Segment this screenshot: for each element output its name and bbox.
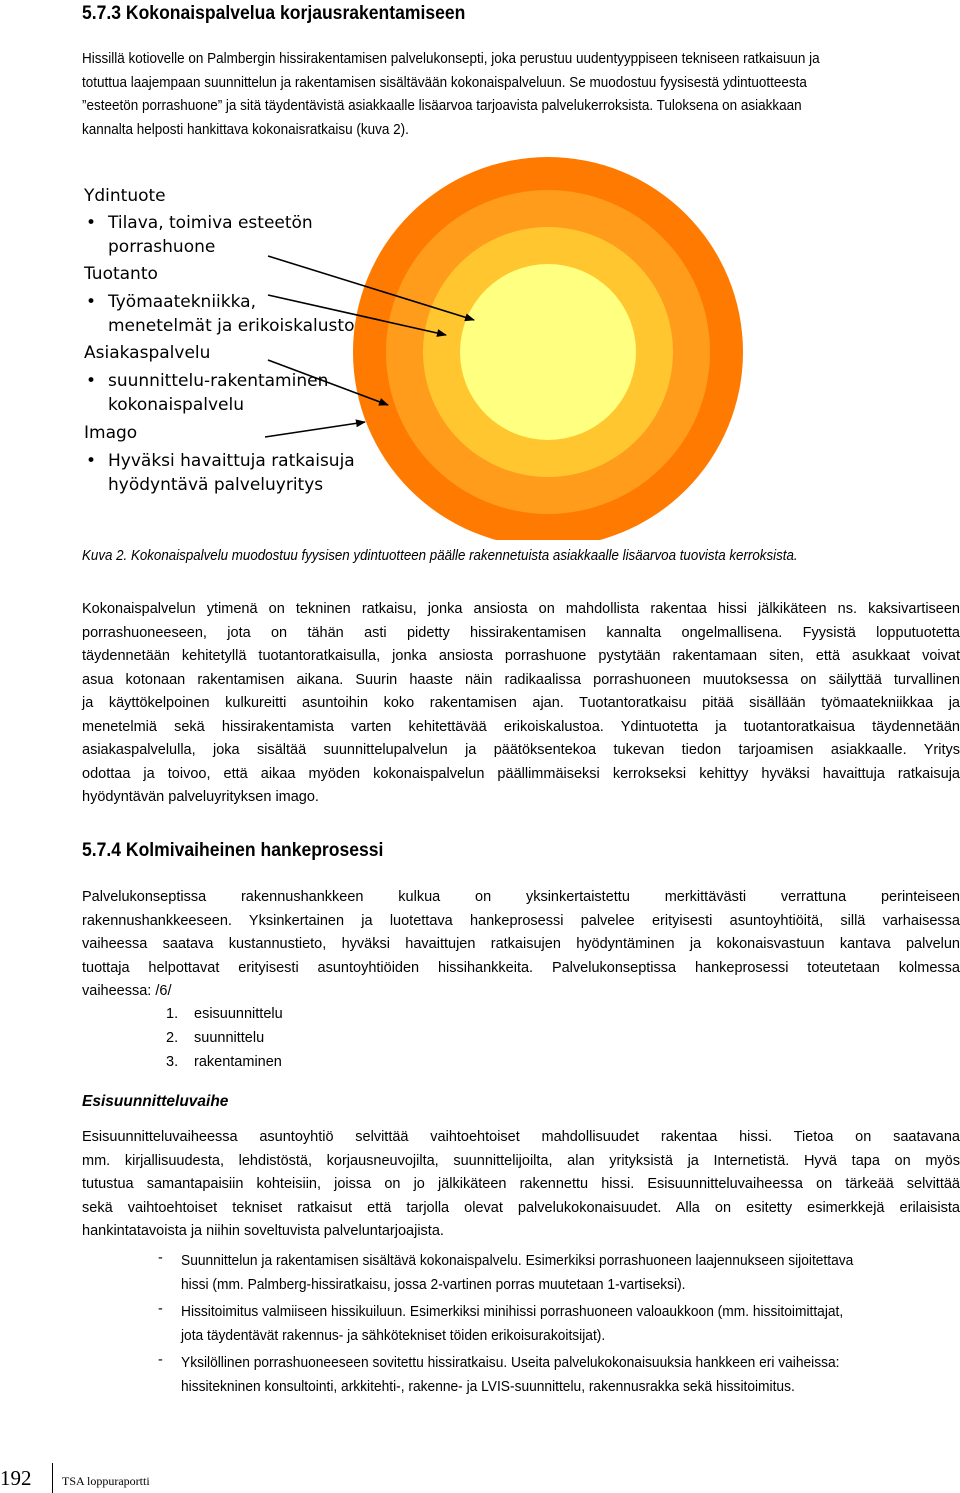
phase-number: 3.	[166, 1054, 179, 1070]
text-line: mm. kirjallisuudesta, lehdistöstä, korjausneuvojilta, suunnittelijoilta, alan yrityksistä ja Internetistä. Hyvä tapa on myös	[82, 1152, 960, 1169]
label-ydintuote-line1: Tilava, toimiva esteetön	[108, 213, 313, 233]
dash-marker: -	[158, 1250, 163, 1266]
text-line: Hissitoimitus valmiiseen hissikuiluun. Esimerkiksi minihissi porrashuoneen valoaukkoon (mm. hissitoimittajat,	[181, 1304, 844, 1320]
text-line: vaiheessa saatava kustannustieto, hyväksi havaittujen ratkaisujen hyödyntäminen ja kokonaisvastuun kantava palvelun	[82, 936, 960, 952]
footer-divider	[52, 1463, 53, 1493]
figure-caption: Kuva 2. Kokonaispalvelu muodostuu fyysisen ydintuotteen päälle rakennetuista asiakkaalle lisäarvoa tuovista kerroksista.	[82, 548, 798, 564]
text-line: asiakaspalvelulla, joka sisältää suunnittelupalvelun ja päätöksentekoa tukevan tiedon tarjoamisen asiakkaalle. Yritys	[82, 742, 960, 758]
phase-label: esisuunnittelu	[194, 1006, 283, 1022]
text-line: hissitekninen konsultointi, arkkitehti-, rakenne- ja LVIS-suunnittelu, rakennusrakka sekä hissitoimitus.	[181, 1378, 795, 1395]
label-tuotanto-line2: menetelmät ja erikoiskalusto	[108, 316, 355, 336]
text-line: Palvelukonseptissa rakennushankkeen kulkua on yksinkertaistettu merkittävästi verrattuna perinteiseen	[82, 889, 960, 905]
bullet-marker: •	[86, 451, 97, 471]
core-solution-paragraph	[82, 598, 960, 810]
section-heading-5-7-3: 5.7.3 Kokonaispalvelua korjausrakentamiseen	[82, 2, 466, 24]
label-imago-line1: Hyväksi havaittuja ratkaisuja	[108, 451, 355, 471]
label-asiakaspalvelu-line2: kokonaispalvelu	[108, 395, 244, 415]
text-line: Yksilöllinen porrashuoneeseen sovitettu hissiratkaisu. Useita palvelukokonaisuuksia hankkeen eri vaiheissa:	[181, 1355, 840, 1371]
text-line: hyödyntävän palveluyrityksen imago.	[82, 789, 319, 805]
text-line: menetelmiä sekä hissirakentamista varten kehitettävää erikoiskalustoa. Ydintuotetta ja tuotantoratkaisua täydennetään	[82, 718, 960, 735]
label-imago-line2: hyödyntävä palveluyritys	[108, 475, 324, 495]
text-line: totuttua laajempaan suunnittelun ja rakentamisen sisältävään kokonaispalveluun. Se muodostuu fyysisestä ydintuotteesta	[82, 74, 807, 91]
page-number: 192	[0, 1466, 32, 1490]
label-asiakaspalvelu: Asiakaspalvelu	[84, 343, 211, 363]
phase-label: rakentaminen	[194, 1054, 282, 1070]
text-line: jota täydentävät rakennus- ja sähkötekniset töiden erikoisurakoitsijat).	[181, 1327, 606, 1344]
text-line: vaiheessa: /6/	[82, 983, 172, 999]
text-line: täydennetään kehitetyllä tuotantoratkaisulla, jonka ansiosta porrashuone pystytään rakentamaan siten, että asukkaat voivat	[82, 648, 960, 664]
text-line: hankintatavoista ja niihin soveltuvista palveluntarjoajista.	[82, 1223, 444, 1239]
bullet-marker: •	[86, 292, 97, 312]
text-line: tuottaja helpottavat erityisesti asuntoyhtiöiden hissihankkeita. Palvelukonseptissa hankeprosessi toteutetaan kolmessa	[82, 959, 960, 976]
text-line: rakennushankkeeseen. Yksinkertainen ja luotettava hankeprosessi palvelee erityisesti asuntoyhtiöitä, sillä varhaisessa	[82, 912, 960, 929]
dash-marker: -	[158, 1352, 163, 1368]
label-asiakaspalvelu-line1: suunnittelu-rakentaminen	[108, 371, 329, 391]
text-line: hissi (mm. Palmberg-hissiratkaisu, jossa 2-vartinen porras muutetaan 1-vartiseksi).	[181, 1276, 686, 1293]
ring-ydintuote-core	[460, 264, 636, 440]
text-line: ja käyttökelpoinen kulkureitti asuntoihin koko rakentamisen ajan. Tuotantoratkaisu pitää sisällään työmaatekniikkaa ja	[82, 695, 960, 711]
arrow-imago	[265, 422, 365, 437]
label-ydintuote-line2: porrashuone	[108, 237, 216, 257]
label-tuotanto: Tuotanto	[84, 264, 158, 284]
footer-doc-title: TSA loppuraportti	[62, 1474, 150, 1488]
label-tuotanto-line1: Työmaatekniikka,	[108, 292, 256, 312]
dash-item-1	[181, 1250, 853, 1297]
label-ydintuote: Ydintuote	[84, 186, 166, 206]
text-line: kannalta helposti hankittava kokonaisratkaisu (kuva 2).	[82, 121, 409, 138]
text-line: Hissillä kotiovelle on Palmbergin hissirakentamisen palvelukonsepti, joka perustuu uudentyyppiseen tekniseen ratkaisuun ja	[82, 51, 820, 67]
section-heading-5-7-4: 5.7.4 Kolmivaiheinen hankeprosessi	[82, 839, 384, 861]
subheading-esisuunnitteluvaihe: Esisuunnitteluvaihe	[82, 1093, 229, 1110]
dash-item-2	[181, 1301, 843, 1348]
label-imago: Imago	[84, 423, 138, 443]
esisuunnittelu-paragraph	[82, 1126, 960, 1244]
text-line: odottaa ja toivoo, että aikaa myöden kokonaispalvelun päällimmäiseksi kerrokseksi kehittyy hyväksi havaittuja ratkaisuja	[82, 765, 960, 782]
text-line: asua kotonaan rakentamisen aikana. Suurin haaste näin radikaalissa porrashuoneen muutoksessa on säilyttää turvallinen	[82, 671, 960, 688]
text-line: Suunnittelun ja rakentamisen sisältävä kokonaispalvelu. Esimerkiksi porrashuoneen laajennukseen sijoitettava	[181, 1253, 854, 1269]
text-line: Esisuunnitteluvaiheessa asuntoyhtiö selvittää vaihtoehtoiset mahdollisuudet rakentaa hissi. Tietoa on saatavana	[82, 1129, 960, 1145]
phase-number: 2.	[166, 1030, 179, 1046]
text-line: ”esteetön porrashuone” ja sitä täydentävistä asiakkaalle lisäarvoa tarjoavista palvelukerroksista. Tuloksena on asiakkaan	[82, 98, 802, 114]
text-line: porrashuoneeseen, jota on tähän asti pidetty hissirakentamisen kannalta ongelmallisena. Fyysistä lopputuotetta	[82, 624, 960, 641]
text-line: sekä vaihtoehtoiset tekniset ratkaisut että tarjolla olevat palvelukokonaisuudet. Alla on esitetty esimerkkejä erilaisista	[82, 1199, 960, 1216]
dash-item-3	[181, 1352, 840, 1399]
bullet-marker: •	[86, 213, 97, 233]
phase-number: 1.	[166, 1006, 179, 1022]
phase-label: suunnittelu	[194, 1030, 265, 1046]
text-line: Kokonaispalvelun ytimenä on tekninen ratkaisu, jonka ansiosta on mahdollista rakentaa hissi jälkikäteen ns. kaksivartiseen	[82, 601, 960, 617]
bullet-marker: •	[86, 371, 97, 391]
hankeprosessi-paragraph	[82, 886, 960, 1004]
dash-marker: -	[158, 1301, 163, 1317]
text-line: tutustua samantapaisiin kohteisiin, joissa on jo jälkikäteen rakennettu hissi. Esisuunnitteluvaiheessa on tärkeää selvittää	[82, 1176, 960, 1192]
